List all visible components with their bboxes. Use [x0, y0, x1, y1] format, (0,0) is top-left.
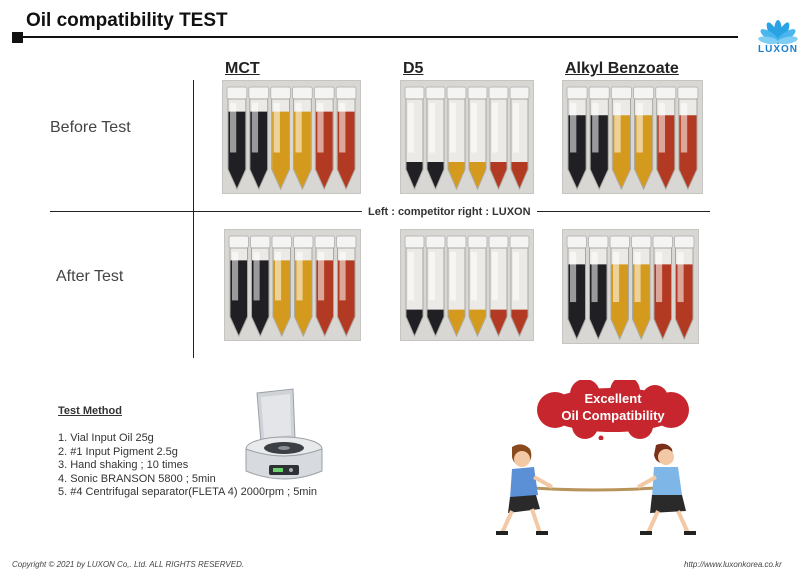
tube-label — [492, 103, 498, 153]
test-step: 5. #4 Centrifugal separator(FLETA 4) 2000rpm ; 5min — [58, 486, 318, 498]
column-heading-mct: MCT — [225, 60, 260, 77]
tubes-svg — [401, 230, 533, 340]
tube-label — [471, 103, 477, 153]
tube-cap — [589, 87, 609, 99]
tubes-svg — [223, 81, 360, 193]
tube-cap — [293, 87, 313, 99]
tube-label — [252, 103, 258, 153]
tube-label — [254, 252, 260, 300]
tube-cap — [272, 236, 292, 248]
tube-cap — [447, 236, 466, 248]
tube-cap — [315, 236, 335, 248]
tube-label — [450, 252, 456, 300]
tube-label — [429, 103, 435, 153]
tube-label — [681, 103, 687, 153]
tube-cap — [405, 236, 424, 248]
tube-label — [592, 103, 598, 153]
test-step: 1. Vial Input Oil 25g — [58, 432, 154, 444]
tube-label — [340, 252, 346, 300]
tube-label — [635, 252, 641, 302]
page-title: Oil compatibility TEST — [26, 10, 228, 31]
row-label-after: After Test — [56, 268, 124, 285]
tube-cap — [426, 87, 445, 99]
test-step: 4. Sonic BRANSON 5800 ; 5min — [58, 472, 216, 485]
photo-mct-after — [224, 229, 361, 341]
callout-line-2: Oil Compatibility — [561, 408, 665, 423]
tube-label — [429, 252, 435, 300]
tube-cap — [227, 87, 247, 99]
photo-alkyl-benzoate-before — [562, 80, 703, 194]
test-method-title: Test Method — [58, 405, 122, 417]
tube-label — [275, 252, 281, 300]
tube-cap — [251, 236, 271, 248]
tubes-svg — [563, 81, 702, 193]
photo-mct-before — [222, 80, 361, 194]
tube-cap — [489, 87, 508, 99]
tube-label — [232, 252, 238, 300]
column-heading-d5: D5 — [403, 60, 424, 77]
callout-line-1: Excellent — [584, 391, 642, 406]
tube-cap — [678, 87, 698, 99]
tube-cap — [653, 236, 673, 248]
tube-label — [492, 252, 498, 300]
tube-label — [659, 103, 665, 153]
logo-text: LUXON — [758, 44, 798, 55]
tube-label — [637, 103, 643, 153]
tube-cap — [634, 87, 654, 99]
tube-cap — [468, 236, 487, 248]
tube-cap — [656, 87, 676, 99]
title-underline — [14, 36, 738, 38]
tube-cap — [567, 236, 587, 248]
tube-cap — [610, 236, 630, 248]
tube-label — [408, 252, 414, 300]
tube-label — [471, 252, 477, 300]
tube-cap — [447, 87, 466, 99]
tube-label — [408, 103, 414, 153]
tube-cap — [426, 236, 445, 248]
tube-label — [656, 252, 662, 302]
tube-label — [450, 103, 456, 153]
tube-cap — [294, 236, 314, 248]
luxon-logo — [752, 14, 804, 58]
tube-cap — [405, 87, 424, 99]
tube-cap — [314, 87, 334, 99]
test-step: 3. Hand shaking ; 10 times — [58, 459, 189, 471]
tube-cap — [510, 87, 529, 99]
tube-label — [317, 103, 323, 153]
column-heading-alkyl-benzoate: Alkyl Benzoate — [565, 60, 679, 77]
tube-label — [570, 103, 576, 153]
tube-cap — [336, 87, 356, 99]
centrifuge-image — [243, 387, 325, 489]
tubes-svg — [401, 81, 533, 193]
tube-label — [613, 252, 619, 302]
tube-cap — [489, 236, 508, 248]
test-step: 2. #1 Input Pigment 2.5g — [58, 445, 178, 458]
tube-cap — [271, 87, 291, 99]
row-label-before: Before Test — [50, 119, 131, 136]
tube-label — [513, 103, 519, 153]
tube-label — [296, 103, 302, 153]
tube-label — [678, 252, 684, 302]
copyright-text: Copyright © 2021 by LUXON Co,. Ltd. ALL RIGHTS RESERVED. — [12, 560, 245, 569]
tube-label — [339, 103, 345, 153]
tube-label — [513, 252, 519, 300]
luxon-logo-icon — [752, 14, 804, 46]
photo-d5-after — [400, 229, 534, 341]
tube-cap — [468, 87, 487, 99]
tube-label — [297, 252, 303, 300]
tube-label — [318, 252, 324, 300]
tube-label — [274, 103, 280, 153]
tube-cap — [632, 236, 652, 248]
tube-cap — [611, 87, 631, 99]
excellent-compatibility-callout — [525, 380, 701, 440]
tube-label — [614, 103, 620, 153]
website-url: http://www.luxonkorea.co.kr — [684, 560, 782, 569]
tube-label — [570, 252, 576, 302]
tube-cap — [337, 236, 357, 248]
tube-cap — [510, 236, 529, 248]
photo-d5-before — [400, 80, 534, 194]
tube-cap — [229, 236, 249, 248]
comparison-legend: Left : competitor right : LUXON — [362, 206, 537, 218]
tug-of-war-illustration — [490, 437, 700, 539]
grid-vertical-line — [193, 80, 194, 358]
tube-cap — [249, 87, 269, 99]
tube-label — [230, 103, 236, 153]
tube-cap — [567, 87, 587, 99]
tube-label — [592, 252, 598, 302]
tube-cap — [675, 236, 695, 248]
tube-cap — [589, 236, 609, 248]
photo-alkyl-benzoate-after — [562, 229, 699, 344]
tubes-svg — [563, 230, 698, 343]
tubes-svg — [225, 230, 360, 340]
